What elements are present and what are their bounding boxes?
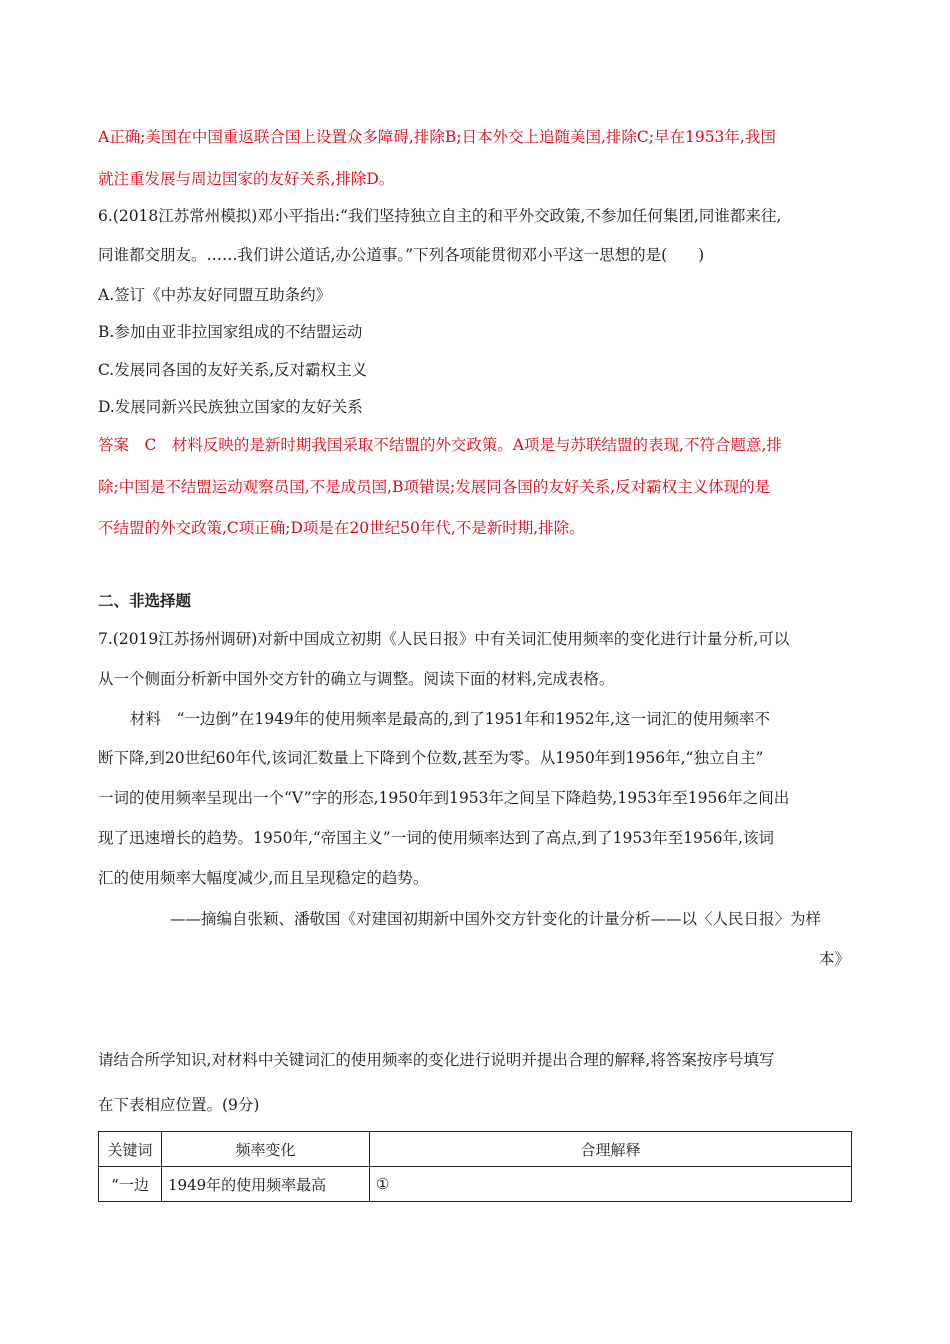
q7-stem-line-1: 7.(2019江苏扬州调研)对新中国成立初期《人民日报》中有关词汇使用频率的变化进行计量分析,可以 — [98, 630, 790, 648]
q7-material-line-1: 材料 “一边倒”在1949年的使用频率是最高的,到了1951年和1952年,这一词汇的使用频率不 — [130, 710, 771, 728]
q6-option-c: C.发展同各国的友好关系,反对霸权主义 — [98, 361, 368, 379]
q6-answer-line-1: 答案 C 材料反映的是新时期我国采取不结盟的外交政策。A项是与苏联结盟的表现,不符合题意,排 — [98, 436, 782, 454]
q6-option-d: D.发展同新兴民族独立国家的友好关系 — [98, 398, 363, 416]
table-header-keyword: 关键词 — [99, 1132, 162, 1167]
answer-table — [98, 1131, 852, 1202]
table-row — [99, 1167, 852, 1202]
section-heading: 二、非选择题 — [98, 592, 192, 610]
q7-material-line-3: 一词的使用频率呈现出一个“V”字的形态,1950年到1953年之间呈下降趋势,1953年至1956年之间出 — [98, 789, 790, 807]
q6-answer-line-2: 除;中国是不结盟运动观察员国,不是成员国,B项错误;发展同各国的友好关系,反对霸权主义体现的是 — [98, 478, 771, 496]
table-cell-explanation[interactable]: ① — [370, 1167, 852, 1202]
prev-answer-line-2: 就注重发展与周边国家的友好关系,排除D。 — [98, 170, 395, 188]
prev-answer-line-1: A正确;美国在中国重返联合国上设置众多障碍,排除B;日本外交上追随美国,排除C;早在1953年,我国 — [98, 128, 776, 146]
table-header-frequency: 频率变化 — [162, 1132, 370, 1167]
q7-material-line-5: 汇的使用频率大幅度减少,而且呈现稳定的趋势。 — [98, 869, 429, 887]
table-header-explanation: 合理解释 — [370, 1132, 852, 1167]
q7-material-line-4: 现了迅速增长的趋势。1950年,“帝国主义”一词的使用频率达到了高点,到了1953年至1956年,该词 — [98, 829, 774, 847]
table-cell-keyword: “一边 — [99, 1167, 162, 1202]
q6-stem-line-1: 6.(2018江苏常州模拟)邓小平指出:“我们坚持独立自主的和平外交政策,不参加任何集团,同谁都来往, — [98, 207, 782, 225]
q7-task-line-1: 请结合所学知识,对材料中关键词汇的使用频率的变化进行说明并提出合理的解释,将答案按序号填写 — [98, 1051, 775, 1069]
q7-material-line-2: 断下降,到20世纪60年代,该词汇数量上下降到个位数,甚至为零。从1950年到1956年,“独立自主” — [98, 749, 764, 767]
table-cell-frequency: 1949年的使用频率最高 — [162, 1167, 370, 1202]
q6-option-b: B.参加由亚非拉国家组成的不结盟运动 — [98, 323, 363, 341]
q7-source-line-1: ——摘编自张颖、潘敬国《对建国初期新中国外交方针变化的计量分析——以〈人民日报〉为样 — [170, 910, 822, 928]
q6-answer-line-3: 不结盟的外交政策,C项正确;D项是在20世纪50年代,不是新时期,排除。 — [98, 519, 585, 537]
q6-option-a: A.签订《中苏友好同盟互助条约》 — [98, 286, 332, 304]
table-header-row — [99, 1132, 852, 1167]
q7-stem-line-2: 从一个侧面分析新中国外交方针的确立与调整。阅读下面的材料,完成表格。 — [98, 670, 615, 688]
q7-source-line-2: 本》 — [818, 950, 850, 968]
q6-stem-line-2: 同谁都交朋友。……我们讲公道话,办公道事。”下列各项能贯彻邓小平这一思想的是( ) — [98, 246, 705, 264]
q7-task-line-2: 在下表相应位置。(9分) — [98, 1096, 260, 1114]
